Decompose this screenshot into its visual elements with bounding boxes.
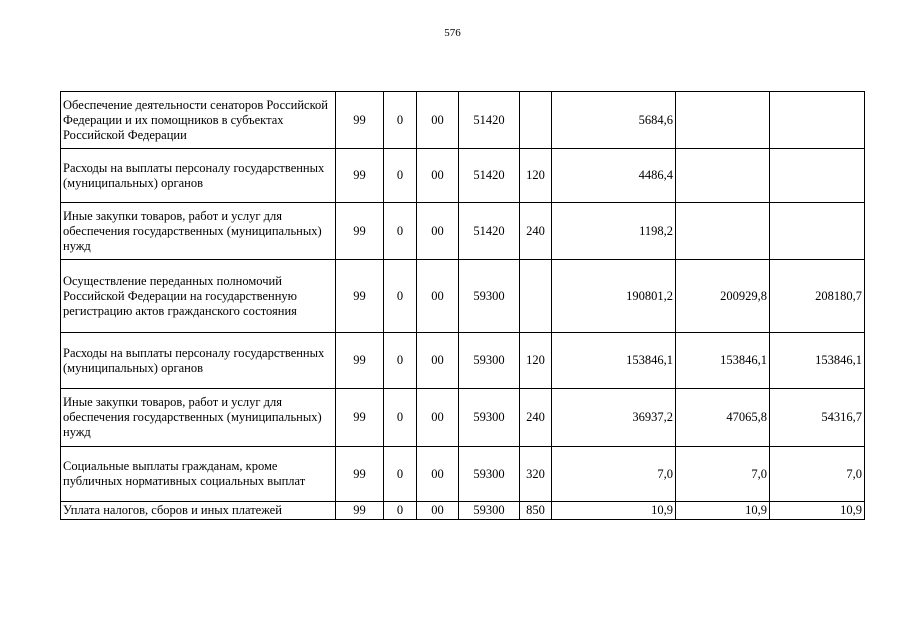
- sum-year-1: 4486,4: [552, 149, 676, 203]
- direction-code: 59300: [459, 447, 520, 502]
- program-code: 99: [336, 260, 384, 333]
- direction-code: 51420: [459, 149, 520, 203]
- table-row: [61, 389, 865, 447]
- direction-code: 59300: [459, 333, 520, 389]
- program-code: 99: [336, 203, 384, 260]
- sum-year-2: 7,0: [676, 447, 770, 502]
- sum-year-3: 208180,7: [770, 260, 865, 333]
- direction-code: 51420: [459, 203, 520, 260]
- table-row: [61, 447, 865, 502]
- table-row: [61, 149, 865, 203]
- expense-name: Иные закупки товаров, работ и услуг для обеспечения государственных (муниципальных) нужд: [61, 203, 336, 260]
- expense-name: Уплата налогов, сборов и иных платежей: [61, 502, 336, 520]
- expense-type-code: 120: [520, 333, 552, 389]
- sum-year-3: 7,0: [770, 447, 865, 502]
- expense-name: Социальные выплаты гражданам, кроме публичных нормативных социальных выплат: [61, 447, 336, 502]
- sum-year-2: 10,9: [676, 502, 770, 520]
- table-row: [61, 502, 865, 520]
- expense-name: Иные закупки товаров, работ и услуг для обеспечения государственных (муниципальных) нужд: [61, 389, 336, 447]
- program-code: 99: [336, 149, 384, 203]
- group-code: 00: [417, 149, 459, 203]
- expense-type-code: [520, 260, 552, 333]
- subprogram-code: 0: [384, 447, 417, 502]
- page-number: 576: [444, 27, 461, 39]
- sum-year-2: 200929,8: [676, 260, 770, 333]
- sum-year-1: 10,9: [552, 502, 676, 520]
- subprogram-code: 0: [384, 333, 417, 389]
- table-row: [61, 203, 865, 260]
- sum-year-2: [676, 203, 770, 260]
- subprogram-code: 0: [384, 260, 417, 333]
- program-code: 99: [336, 389, 384, 447]
- expense-type-code: 850: [520, 502, 552, 520]
- sum-year-1: 153846,1: [552, 333, 676, 389]
- expense-name: Осуществление переданных полномочий Российской Федерации на государственную регистрацию актов гражданского состояния: [61, 260, 336, 333]
- direction-code: 51420: [459, 92, 520, 149]
- sum-year-2: 153846,1: [676, 333, 770, 389]
- budget-table: [60, 91, 865, 520]
- group-code: 00: [417, 389, 459, 447]
- direction-code: 59300: [459, 260, 520, 333]
- sum-year-1: 5684,6: [552, 92, 676, 149]
- direction-code: 59300: [459, 502, 520, 520]
- table-body: [61, 92, 865, 520]
- group-code: 00: [417, 447, 459, 502]
- program-code: 99: [336, 92, 384, 149]
- sum-year-1: 190801,2: [552, 260, 676, 333]
- expense-type-code: 240: [520, 203, 552, 260]
- expense-name: Расходы на выплаты персоналу государственных (муниципальных) органов: [61, 149, 336, 203]
- subprogram-code: 0: [384, 92, 417, 149]
- group-code: 00: [417, 92, 459, 149]
- sum-year-2: 47065,8: [676, 389, 770, 447]
- table-row: [61, 260, 865, 333]
- group-code: 00: [417, 502, 459, 520]
- group-code: 00: [417, 260, 459, 333]
- expense-type-code: 120: [520, 149, 552, 203]
- sum-year-3: 10,9: [770, 502, 865, 520]
- sum-year-1: 1198,2: [552, 203, 676, 260]
- direction-code: 59300: [459, 389, 520, 447]
- group-code: 00: [417, 333, 459, 389]
- subprogram-code: 0: [384, 203, 417, 260]
- expense-name: Расходы на выплаты персоналу государственных (муниципальных) органов: [61, 333, 336, 389]
- sum-year-3: [770, 203, 865, 260]
- sum-year-1: 36937,2: [552, 389, 676, 447]
- sum-year-3: [770, 92, 865, 149]
- expense-type-code: [520, 92, 552, 149]
- table-row: [61, 92, 865, 149]
- subprogram-code: 0: [384, 502, 417, 520]
- subprogram-code: 0: [384, 149, 417, 203]
- sum-year-3: [770, 149, 865, 203]
- expense-name: Обеспечение деятельности сенаторов Российской Федерации и их помощников в субъектах Российской Федерации: [61, 92, 336, 149]
- sum-year-3: 54316,7: [770, 389, 865, 447]
- sum-year-1: 7,0: [552, 447, 676, 502]
- subprogram-code: 0: [384, 389, 417, 447]
- program-code: 99: [336, 502, 384, 520]
- expense-type-code: 240: [520, 389, 552, 447]
- sum-year-2: [676, 92, 770, 149]
- program-code: 99: [336, 447, 384, 502]
- sum-year-2: [676, 149, 770, 203]
- program-code: 99: [336, 333, 384, 389]
- table-row: [61, 333, 865, 389]
- sum-year-3: 153846,1: [770, 333, 865, 389]
- group-code: 00: [417, 203, 459, 260]
- expense-type-code: 320: [520, 447, 552, 502]
